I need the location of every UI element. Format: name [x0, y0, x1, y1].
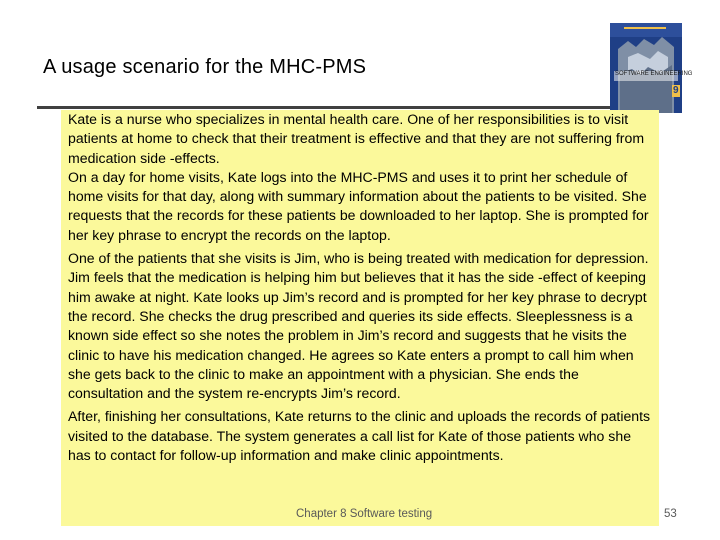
scenario-paragraph-1: Kate is a nurse who specializes in mental health care. One of her responsibilities is to visit patients at home to check that their treatment is effective and that they are not suffering from medication side -effects.: [68, 111, 645, 166]
title-divider: [37, 106, 627, 109]
scenario-text-box: [61, 110, 659, 526]
scenario-paragraph-3: One of the patients that she visits is Jim, who is being treated with medication for depression. Jim feels that the medication is helping him but believes that it has the side -effect of keeping him awake at night. Kate looks up Jim’s record and is prompted for her key phrase to decrypt the record. She checks the drug prescribed and queries its side effects. Sleeplessness is a known side effect so she notes the problem in Jim’s record and suggests that he visits the clinic to have his medication changed. He agrees so Kate enters a prompt to call him when she gets back to the clinic to make an appointment with a physician. She ends the consultation and the system re-encrypts Jim’s record.: [68, 250, 649, 402]
book-cover-image: [610, 23, 693, 113]
book-cover-edition: 9: [673, 85, 679, 96]
book-cover-title: SOFTWARE ENGINEERING: [615, 71, 693, 77]
scenario-paragraph-2: On a day for home visits, Kate logs into the MHC-PMS and uses it to print her schedule of home visits for that day, along with summary information about the patients to be visited. She requests that the records for these patients be downloaded to her laptop. She is prompted for her key phrase to encrypt the records on the laptop.: [68, 168, 649, 243]
footer-chapter-label: Chapter 8 Software testing: [296, 508, 433, 520]
slide-title: A usage scenario for the MHC-PMS: [43, 56, 367, 78]
page-number: 53: [664, 508, 677, 520]
scenario-paragraph-4: After, finishing her consultations, Kate returns to the clinic and uploads the records of patients visited to the database. The system generates a call list for Kate of those patients who she has to contact for follow-up information and make clinic appointments.: [68, 408, 651, 464]
